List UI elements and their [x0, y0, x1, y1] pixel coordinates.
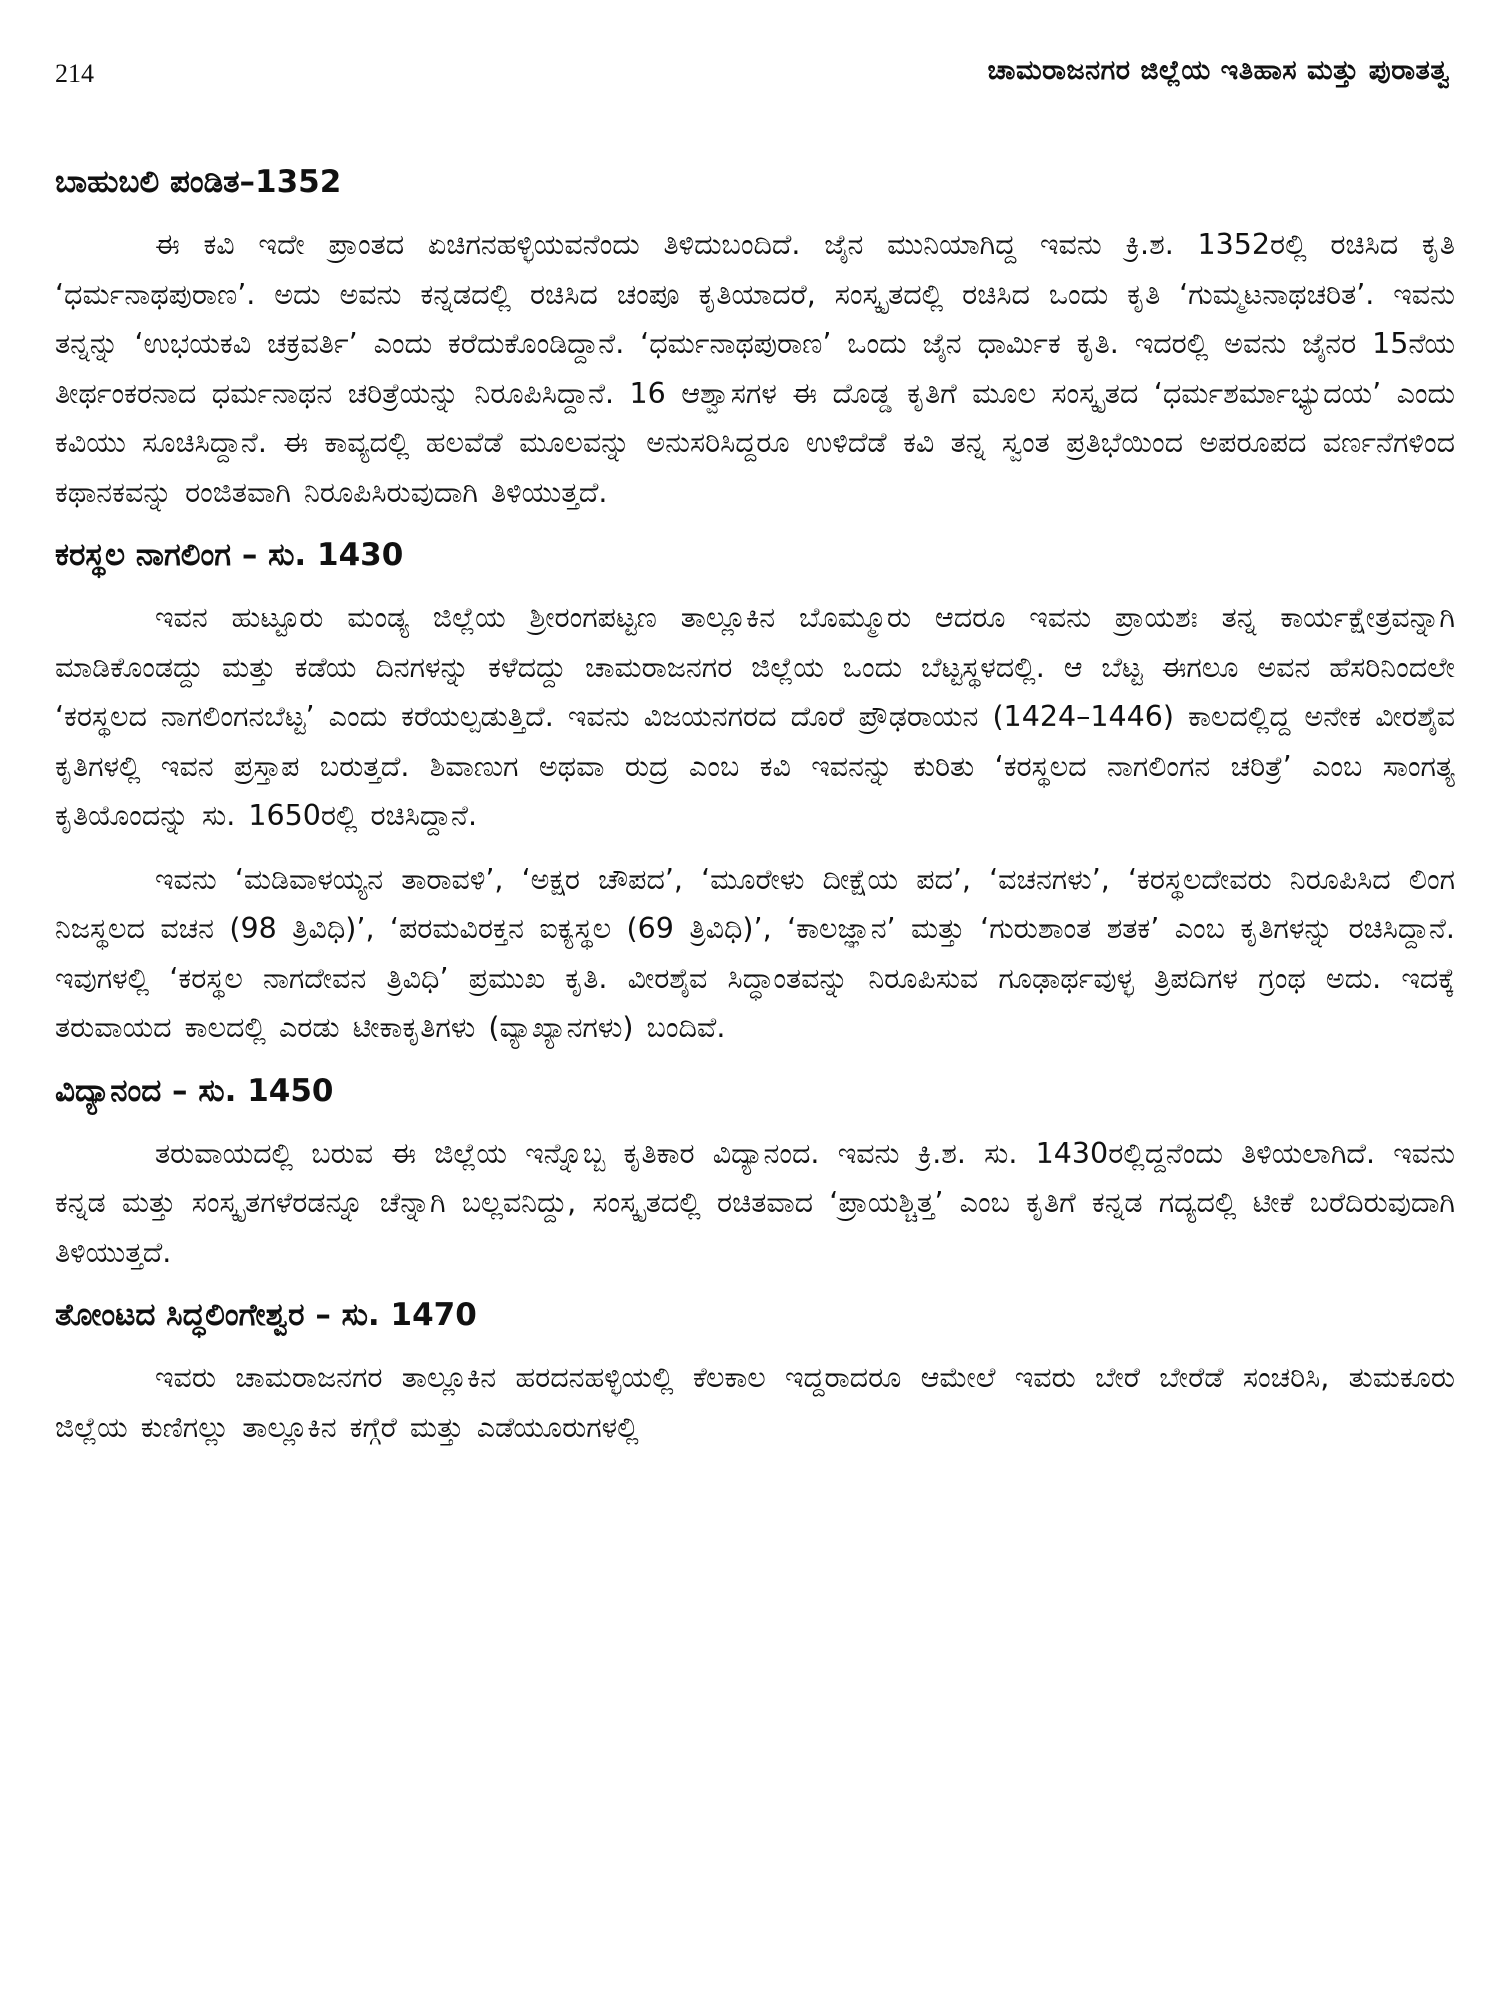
paragraph: ಈ ಕವಿ ಇದೇ ಪ್ರಾಂತದ ಏಚಿಗನಹಳ್ಳಿಯವನೆಂದು ತಿಳಿದುಬಂದಿದೆ. ಜೈನ ಮುನಿಯಾಗಿದ್ದ ಇವನು ಕ್ರಿ.ಶ. 1352ರಲ್ಲಿ ರಚಿಸಿದ ಕೃತಿ ‘ಧರ್ಮನಾಥಪುರಾಣ’. ಅದು ಅವನು ಕನ್ನಡದಲ್ಲಿ ರಚಿಸಿದ ಚಂಪೂ ಕೃತಿಯಾದರೆ, ಸಂಸ್ಕೃತದಲ್ಲಿ ರಚಿಸಿದ ಒಂದು ಕೃತಿ ‘ಗುಮ್ಮಟನಾಥಚರಿತ’. ಇವನು ತನ್ನನ್ನು ‘ಉಭಯಕವಿ ಚಕ್ರವರ್ತಿ’ ಎಂದು ಕರೆದುಕೊಂಡಿದ್ದಾನೆ. ‘ಧರ್ಮನಾಥಪುರಾಣ’ ಒಂದು ಜೈನ ಧಾರ್ಮಿಕ ಕೃತಿ. ಇದರಲ್ಲಿ ಅವನು ಜೈನರ 15ನೆಯ ತೀರ್ಥಂಕರನಾದ ಧರ್ಮನಾಥನ ಚರಿತ್ರೆಯನ್ನು ನಿರೂಪಿಸಿದ್ದಾನೆ. 16 ಆಶ್ವಾಸಗಳ ಈ ದೊಡ್ಡ ಕೃತಿಗೆ ಮೂಲ ಸಂಸ್ಕೃತದ ‘ಧರ್ಮಶರ್ಮಾಭ್ಯುದಯ’ ಎಂದು ಕವಿಯು ಸೂಚಿಸಿದ್ದಾನೆ. ಈ ಕಾವ್ಯದಲ್ಲಿ ಹಲವೆಡೆ ಮೂಲವನ್ನು ಅನುಸರಿಸಿದ್ದರೂ ಉಳಿದೆಡೆ ಕವಿ ತನ್ನ ಸ್ವಂತ ಪ್ರತಿಭೆಯಿಂದ ಅಪರೂಪದ ವರ್ಣನೆಗಳಿಂದ ಕಥಾನಕವನ್ನು ರಂಜಿತವಾಗಿ ನಿರೂಪಿಸಿರುವುದಾಗಿ ತಿಳಿಯುತ್ತದೆ.: [55, 228, 1455, 509]
section-heading: ಕರಸ್ಥಲ ನಾಗಲಿಂಗ – ಸು. 1430: [55, 537, 404, 573]
running-title: ಚಾಮರಾಜನಗರ ಜಿಲ್ಲೆಯ ಇತಿಹಾಸ ಮತ್ತು ಪುರಾತತ್ವ: [987, 55, 1450, 86]
section-vidyananda: [55, 1067, 1455, 1278]
paragraph: ತರುವಾಯದಲ್ಲಿ ಬರುವ ಈ ಜಿಲ್ಲೆಯ ಇನ್ನೊಬ್ಬ ಕೃತಿಕಾರ ವಿದ್ಯಾನಂದ. ಇವನು ಕ್ರಿ.ಶ. ಸು. 1430ರಲ್ಲಿದ್ದನೆಂದು ತಿಳಿಯಲಾಗಿದೆ. ಇವನು ಕನ್ನಡ ಮತ್ತು ಸಂಸ್ಕೃತಗಳೆರಡನ್ನೂ ಚೆನ್ನಾಗಿ ಬಲ್ಲವನಿದ್ದು, ಸಂಸ್ಕೃತದಲ್ಲಿ ರಚಿತವಾದ ‘ಪ್ರಾಯಶ್ಚಿತ್ತ’ ಎಂಬ ಕೃತಿಗೆ ಕನ್ನಡ ಗದ್ಯದಲ್ಲಿ ಟೀಕೆ ಬರೆದಿರುವುದಾಗಿ ತಿಳಿಯುತ್ತದೆ.: [55, 1136, 1455, 1269]
book-page: [55, 0, 1455, 2000]
section-bahubali-pandita: [55, 158, 1455, 517]
section-tontada-siddhalingeshwara: [55, 1291, 1455, 1452]
page-header: [55, 55, 1455, 105]
paragraph: ಇವನು ‘ಮಡಿವಾಳಯ್ಯನ ತಾರಾವಳಿ’, ‘ಅಕ್ಷರ ಚೌಪದ’, ‘ಮೂರೇಳು ದೀಕ್ಷೆಯ ಪದ’, ‘ವಚನಗಳು’, ‘ಕರಸ್ಥಲದೇವರು ನಿರೂಪಿಸಿದ ಲಿಂಗ ನಿಜಸ್ಥಲದ ವಚನ (98 ತ್ರಿವಿಧಿ)’, ‘ಪರಮವಿರಕ್ತನ ಐಕ್ಯಸ್ಥಲ (69 ತ್ರಿವಿಧಿ)’, ‘ಕಾಲಜ್ಞಾನ’ ಮತ್ತು ‘ಗುರುಶಾಂತ ಶತಕ’ ಎಂಬ ಕೃತಿಗಳನ್ನು ರಚಿಸಿದ್ದಾನೆ. ಇವುಗಳಲ್ಲಿ ‘ಕರಸ್ಥಲ ನಾಗದೇವನ ತ್ರಿವಿಧಿ’ ಪ್ರಮುಖ ಕೃತಿ. ವೀರಶೈವ ಸಿದ್ಧಾಂತವನ್ನು ನಿರೂಪಿಸುವ ಗೂಢಾರ್ಥವುಳ್ಳ ತ್ರಿಪದಿಗಳ ಗ್ರಂಥ ಅದು. ಇದಕ್ಕೆ ತರುವಾಯದ ಕಾಲದಲ್ಲಿ ಎರಡು ಟೀಕಾಕೃತಿಗಳು (ವ್ಯಾಖ್ಯಾನಗಳು) ಬಂದಿವೆ.: [55, 862, 1455, 1044]
section-heading: ವಿದ್ಯಾನಂದ – ಸು. 1450: [55, 1072, 334, 1109]
paragraph: ಇವನ ಹುಟ್ಟೂರು ಮಂಡ್ಯ ಜಿಲ್ಲೆಯ ಶ್ರೀರಂಗಪಟ್ಟಣ ತಾಲ್ಲೂಕಿನ ಬೊಮ್ಮೂರು ಆದರೂ ಇವನು ಪ್ರಾಯಶಃ ತನ್ನ ಕಾರ್ಯಕ್ಷೇತ್ರವನ್ನಾಗಿ ಮಾಡಿಕೊಂಡದ್ದು ಮತ್ತು ಕಡೆಯ ದಿನಗಳನ್ನು ಕಳೆದದ್ದು ಚಾಮರಾಜನಗರ ಜಿಲ್ಲೆಯ ಒಂದು ಬೆಟ್ಟಸ್ಥಳದಲ್ಲಿ. ಆ ಬೆಟ್ಟ ಈಗಲೂ ಅವನ ಹೆಸರಿನಿಂದಲೇ ‘ಕರಸ್ಥಲದ ನಾಗಲಿಂಗನಬೆಟ್ಟ’ ಎಂದು ಕರೆಯಲ್ಪಡುತ್ತಿದೆ. ಇವನು ವಿಜಯನಗರದ ದೊರೆ ಪ್ರೌಢರಾಯನ (1424–1446) ಕಾಲದಲ್ಲಿದ್ದ ಅನೇಕ ವೀರಶೈವ ಕೃತಿಗಳಲ್ಲಿ ಇವನ ಪ್ರಸ್ತಾಪ ಬರುತ್ತದೆ. ಶಿವಾಣುಗ ಅಥವಾ ರುದ್ರ ಎಂಬ ಕವಿ ಇವನನ್ನು ಕುರಿತು ‘ಕರಸ್ಥಲದ ನಾಗಲಿಂಗನ ಚರಿತ್ರೆ’ ಎಂಬ ಸಾಂಗತ್ಯ ಕೃತಿಯೊಂದನ್ನು ಸು. 1650ರಲ್ಲಿ ರಚಿಸಿದ್ದಾನೆ.: [55, 601, 1455, 832]
section-heading: ಬಾಹುಬಲಿ ಪಂಡಿತ–1352: [55, 164, 342, 200]
section-heading: ತೋಂಟದ ಸಿದ್ಧಲಿಂಗೇಶ್ವರ – ಸು. 1470: [55, 1297, 477, 1333]
paragraph: ಇವರು ಚಾಮರಾಜನಗರ ತಾಲ್ಲೂಕಿನ ಹರದನಹಳ್ಳಿಯಲ್ಲಿ ಕೆಲಕಾಲ ಇದ್ದರಾದರೂ ಆಮೇಲೆ ಇವರು ಬೇರೆ ಬೇರೆಡೆ ಸಂಚರಿಸಿ, ತುಮಕೂರು ಜಿಲ್ಲೆಯ ಕುಣಿಗಲ್ಲು ತಾಲ್ಲೂಕಿನ ಕಗ್ಗೆರೆ ಮತ್ತು ಎಡೆಯೂರುಗಳಲ್ಲಿ: [55, 1361, 1455, 1444]
section-karasthala-nagalinga: [55, 531, 1455, 1053]
page-number: 214: [55, 59, 94, 88]
page-content: [55, 158, 1455, 1474]
